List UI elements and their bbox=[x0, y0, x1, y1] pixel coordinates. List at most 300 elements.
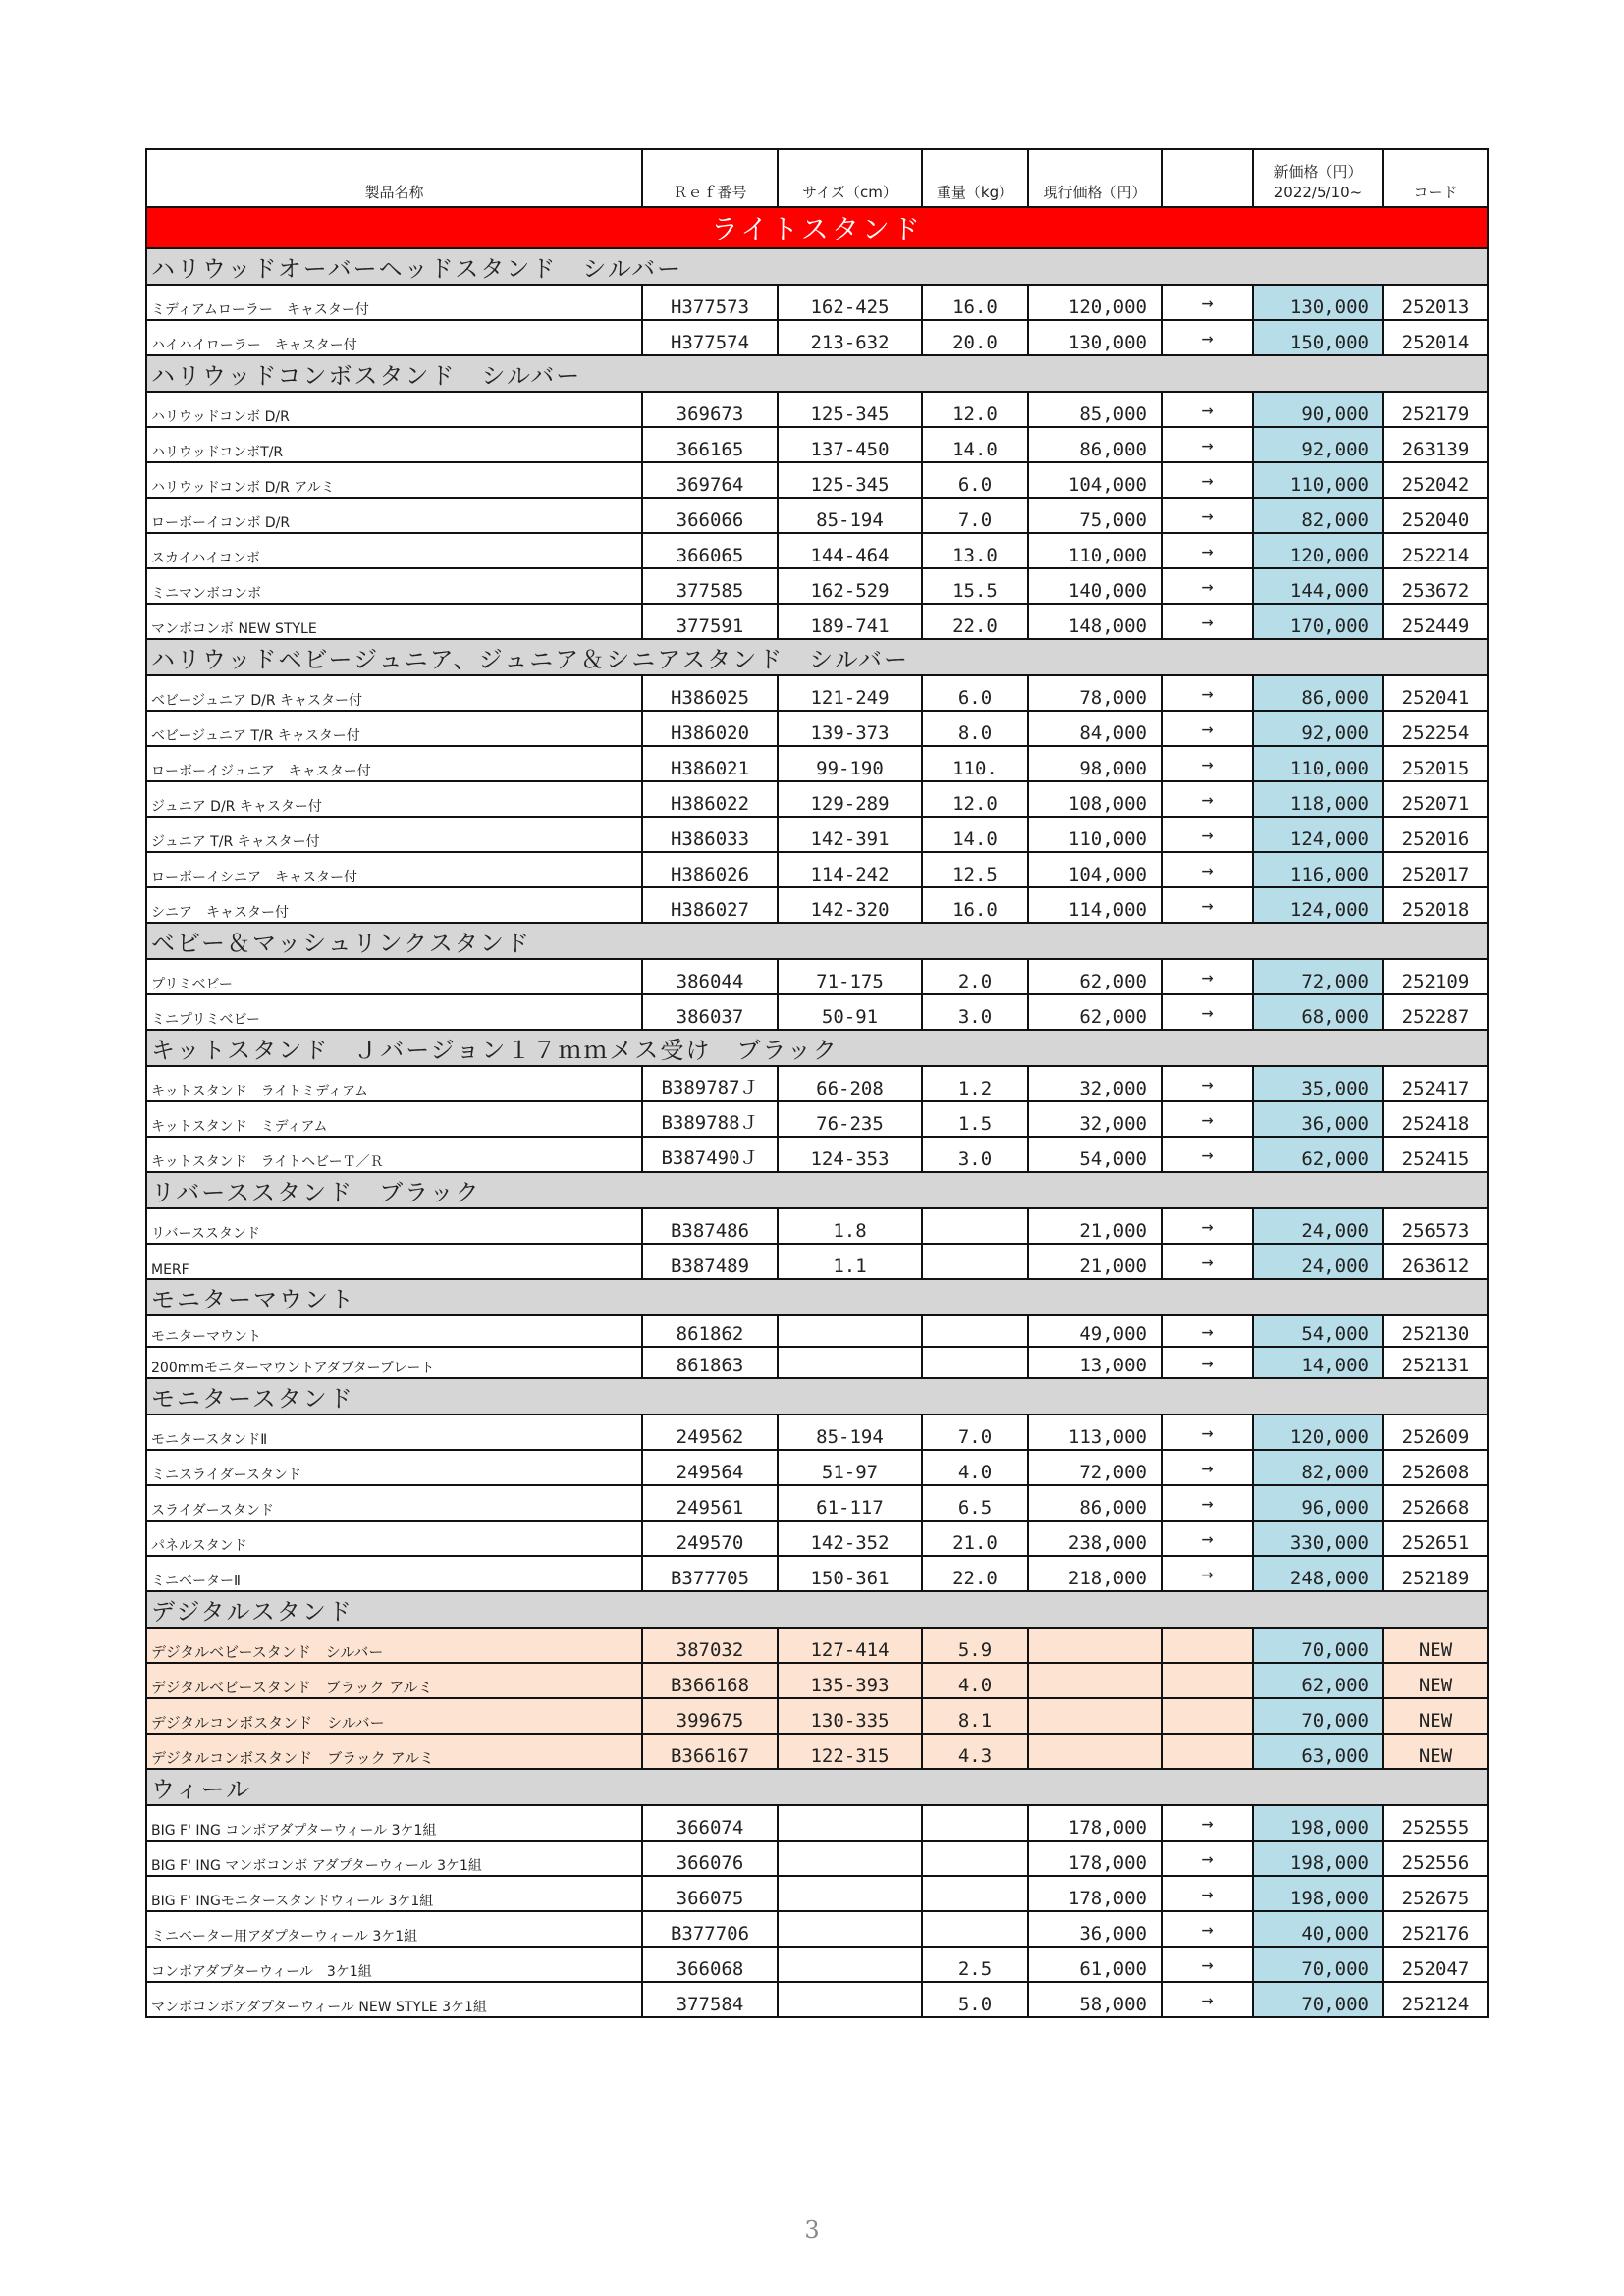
product-name-cell: ベビージュニア T/R キャスター付 bbox=[146, 711, 642, 746]
ref-number-cell: H377573 bbox=[642, 285, 778, 320]
arrow-cell: → bbox=[1162, 746, 1253, 781]
current-price-cell bbox=[1028, 1628, 1162, 1663]
table-row bbox=[146, 1066, 1488, 1101]
arrow-cell: → bbox=[1162, 604, 1253, 639]
table-row bbox=[146, 887, 1488, 923]
new-price-cell: 120,000 bbox=[1253, 533, 1383, 568]
current-price-cell: 130,000 bbox=[1028, 320, 1162, 355]
product-code-cell: 252287 bbox=[1383, 994, 1488, 1030]
ref-number-cell: B389788Ｊ bbox=[642, 1101, 778, 1137]
product-code-cell: NEW bbox=[1383, 1663, 1488, 1698]
product-code-cell: 252675 bbox=[1383, 1876, 1488, 1911]
weight-cell: 1.2 bbox=[922, 1066, 1028, 1101]
ref-number-cell: H386027 bbox=[642, 887, 778, 923]
weight-cell: 21.0 bbox=[922, 1521, 1028, 1556]
ref-number-cell: 399675 bbox=[642, 1698, 778, 1734]
size-cell: 122-315 bbox=[778, 1734, 922, 1769]
product-name-cell: ジュニア T/R キャスター付 bbox=[146, 817, 642, 852]
product-code-cell: 252668 bbox=[1383, 1485, 1488, 1521]
product-code-cell: 252555 bbox=[1383, 1805, 1488, 1841]
weight-cell: 7.0 bbox=[922, 498, 1028, 533]
product-code-cell: 252417 bbox=[1383, 1066, 1488, 1101]
product-name-cell: デジタルコンボスタンド ブラック アルミ bbox=[146, 1734, 642, 1769]
current-price-cell: 108,000 bbox=[1028, 781, 1162, 817]
size-cell: 213-632 bbox=[778, 320, 922, 355]
product-code-cell: 263139 bbox=[1383, 427, 1488, 462]
weight-cell bbox=[922, 1347, 1028, 1378]
product-code-cell: 252131 bbox=[1383, 1347, 1488, 1378]
product-code-cell: 252609 bbox=[1383, 1415, 1488, 1450]
header-row bbox=[146, 149, 1488, 207]
table-row bbox=[146, 994, 1488, 1030]
arrow-cell: → bbox=[1162, 568, 1253, 604]
product-name-cell: ベビージュニア D/R キャスター付 bbox=[146, 675, 642, 711]
arrow-cell: → bbox=[1162, 1521, 1253, 1556]
new-price-cell: 24,000 bbox=[1253, 1244, 1383, 1279]
size-cell: 162-425 bbox=[778, 285, 922, 320]
current-price-cell: 110,000 bbox=[1028, 533, 1162, 568]
size-cell: 144-464 bbox=[778, 533, 922, 568]
new-price-cell: 40,000 bbox=[1253, 1911, 1383, 1947]
size-cell: 130-335 bbox=[778, 1698, 922, 1734]
size-cell bbox=[778, 1876, 922, 1911]
ref-number-cell: B377706 bbox=[642, 1911, 778, 1947]
ref-number-cell: H386025 bbox=[642, 675, 778, 711]
product-name-cell: デジタルベビースタンド シルバー bbox=[146, 1628, 642, 1663]
ref-number-cell: 386044 bbox=[642, 959, 778, 994]
size-cell: 114-242 bbox=[778, 852, 922, 887]
product-code-cell: 252109 bbox=[1383, 959, 1488, 994]
table-row bbox=[146, 711, 1488, 746]
product-code-cell: 252047 bbox=[1383, 1947, 1488, 1982]
size-cell: 50-91 bbox=[778, 994, 922, 1030]
product-code-cell: 252176 bbox=[1383, 1911, 1488, 1947]
arrow-cell: → bbox=[1162, 1556, 1253, 1591]
ref-number-cell: 386037 bbox=[642, 994, 778, 1030]
product-name-cell: キットスタンド ライトミディアム bbox=[146, 1066, 642, 1101]
product-code-cell: 252015 bbox=[1383, 746, 1488, 781]
current-price-cell: 78,000 bbox=[1028, 675, 1162, 711]
product-name-cell: モニタースタンドⅡ bbox=[146, 1415, 642, 1450]
product-code-cell: 256573 bbox=[1383, 1208, 1488, 1244]
ref-number-cell: B366167 bbox=[642, 1734, 778, 1769]
ref-number-cell: 377584 bbox=[642, 1982, 778, 2017]
arrow-cell: → bbox=[1162, 1911, 1253, 1947]
product-code-cell: 252018 bbox=[1383, 887, 1488, 923]
current-price-cell: 114,000 bbox=[1028, 887, 1162, 923]
current-price-cell: 98,000 bbox=[1028, 746, 1162, 781]
table-row bbox=[146, 781, 1488, 817]
table-row bbox=[146, 1101, 1488, 1137]
size-cell: 150-361 bbox=[778, 1556, 922, 1591]
current-price-cell: 62,000 bbox=[1028, 959, 1162, 994]
arrow-cell: → bbox=[1162, 852, 1253, 887]
table-row bbox=[146, 392, 1488, 427]
ref-number-cell: 366065 bbox=[642, 533, 778, 568]
weight-cell bbox=[922, 1911, 1028, 1947]
arrow-cell: → bbox=[1162, 427, 1253, 462]
table-row bbox=[146, 1450, 1488, 1485]
product-name-cell: BIG F' ING マンボコンボ アダプターウィール 3ケ1組 bbox=[146, 1841, 642, 1876]
ref-number-cell: B366168 bbox=[642, 1663, 778, 1698]
size-cell: 137-450 bbox=[778, 427, 922, 462]
arrow-cell: → bbox=[1162, 462, 1253, 498]
arrow-cell: → bbox=[1162, 1101, 1253, 1137]
table-row bbox=[146, 817, 1488, 852]
new-price-cell: 116,000 bbox=[1253, 852, 1383, 887]
weight-cell: 8.1 bbox=[922, 1698, 1028, 1734]
weight-cell: 12.0 bbox=[922, 781, 1028, 817]
table-row bbox=[146, 1698, 1488, 1734]
ref-number-cell: B389787Ｊ bbox=[642, 1066, 778, 1101]
current-price-cell: 85,000 bbox=[1028, 392, 1162, 427]
weight-cell: 5.0 bbox=[922, 1982, 1028, 2017]
table-row bbox=[146, 1347, 1488, 1378]
ref-number-cell: 366074 bbox=[642, 1805, 778, 1841]
weight-cell: 6.5 bbox=[922, 1485, 1028, 1521]
header-code: コード bbox=[1383, 149, 1488, 207]
ref-number-cell: 249570 bbox=[642, 1521, 778, 1556]
size-cell: 142-320 bbox=[778, 887, 922, 923]
size-cell bbox=[778, 1841, 922, 1876]
weight-cell: 8.0 bbox=[922, 711, 1028, 746]
product-code-cell: 252124 bbox=[1383, 1982, 1488, 2017]
weight-cell: 7.0 bbox=[922, 1415, 1028, 1450]
weight-cell bbox=[922, 1208, 1028, 1244]
ref-number-cell: H386026 bbox=[642, 852, 778, 887]
table-row bbox=[146, 959, 1488, 994]
weight-cell: 20.0 bbox=[922, 320, 1028, 355]
product-name-cell: ハリウッドコンボ D/R bbox=[146, 392, 642, 427]
new-price-cell: 150,000 bbox=[1253, 320, 1383, 355]
product-code-cell: 252214 bbox=[1383, 533, 1488, 568]
arrow-cell: → bbox=[1162, 1315, 1253, 1347]
table-row bbox=[146, 1244, 1488, 1279]
current-price-cell bbox=[1028, 1734, 1162, 1769]
section-title: デジタルスタンド bbox=[146, 1591, 1488, 1628]
product-name-cell: ミニベーター用アダプターウィール 3ケ1組 bbox=[146, 1911, 642, 1947]
ref-number-cell: 249562 bbox=[642, 1415, 778, 1450]
size-cell bbox=[778, 1315, 922, 1347]
arrow-cell: → bbox=[1162, 1137, 1253, 1172]
new-price-cell: 70,000 bbox=[1253, 1982, 1383, 2017]
size-cell: 61-117 bbox=[778, 1485, 922, 1521]
arrow-cell: → bbox=[1162, 959, 1253, 994]
new-price-cell: 198,000 bbox=[1253, 1841, 1383, 1876]
size-cell: 162-529 bbox=[778, 568, 922, 604]
table-row bbox=[146, 568, 1488, 604]
product-name-cell: BIG F' ING コンボアダプターウィール 3ケ1組 bbox=[146, 1805, 642, 1841]
ref-number-cell: B387486 bbox=[642, 1208, 778, 1244]
new-price-cell: 124,000 bbox=[1253, 887, 1383, 923]
current-price-cell: 75,000 bbox=[1028, 498, 1162, 533]
product-code-cell: 252014 bbox=[1383, 320, 1488, 355]
product-name-cell: ミニスライダースタンド bbox=[146, 1450, 642, 1485]
size-cell: 76-235 bbox=[778, 1101, 922, 1137]
table-row bbox=[146, 1982, 1488, 2017]
product-name-cell: MERF bbox=[146, 1244, 642, 1279]
table-row bbox=[146, 604, 1488, 639]
new-price-cell: 96,000 bbox=[1253, 1485, 1383, 1521]
new-price-cell: 248,000 bbox=[1253, 1556, 1383, 1591]
header-new-price-line2: 2022/5/10~ bbox=[1273, 184, 1363, 201]
table-row bbox=[146, 1628, 1488, 1663]
product-name-cell: スカイハイコンボ bbox=[146, 533, 642, 568]
new-price-cell: 118,000 bbox=[1253, 781, 1383, 817]
size-cell: 51-97 bbox=[778, 1450, 922, 1485]
size-cell: 1.8 bbox=[778, 1208, 922, 1244]
product-name-cell: スライダースタンド bbox=[146, 1485, 642, 1521]
current-price-cell: 120,000 bbox=[1028, 285, 1162, 320]
product-code-cell: 252418 bbox=[1383, 1101, 1488, 1137]
ref-number-cell: 366076 bbox=[642, 1841, 778, 1876]
current-price-cell: 110,000 bbox=[1028, 817, 1162, 852]
weight-cell: 3.0 bbox=[922, 1137, 1028, 1172]
table-row bbox=[146, 1841, 1488, 1876]
product-name-cell: モニターマウント bbox=[146, 1315, 642, 1347]
new-price-cell: 35,000 bbox=[1253, 1066, 1383, 1101]
size-cell bbox=[778, 1347, 922, 1378]
weight-cell: 2.5 bbox=[922, 1947, 1028, 1982]
new-price-cell: 86,000 bbox=[1253, 675, 1383, 711]
ref-number-cell: 861862 bbox=[642, 1315, 778, 1347]
arrow-cell: → bbox=[1162, 994, 1253, 1030]
new-price-cell: 120,000 bbox=[1253, 1415, 1383, 1450]
product-code-cell: 252556 bbox=[1383, 1841, 1488, 1876]
new-price-cell: 70,000 bbox=[1253, 1698, 1383, 1734]
header-arrow bbox=[1162, 149, 1253, 207]
arrow-cell: → bbox=[1162, 1450, 1253, 1485]
current-price-cell: 178,000 bbox=[1028, 1841, 1162, 1876]
header-new-price bbox=[1253, 149, 1383, 207]
header-current-price: 現行価格（円） bbox=[1028, 149, 1162, 207]
ref-number-cell: 366068 bbox=[642, 1947, 778, 1982]
current-price-cell: 218,000 bbox=[1028, 1556, 1162, 1591]
ref-number-cell: H386021 bbox=[642, 746, 778, 781]
size-cell: 125-345 bbox=[778, 462, 922, 498]
size-cell: 71-175 bbox=[778, 959, 922, 994]
current-price-cell: 86,000 bbox=[1028, 427, 1162, 462]
product-name-cell: パネルスタンド bbox=[146, 1521, 642, 1556]
section-header-row bbox=[146, 639, 1488, 675]
product-code-cell: 252042 bbox=[1383, 462, 1488, 498]
arrow-cell: → bbox=[1162, 1066, 1253, 1101]
arrow-cell: → bbox=[1162, 1415, 1253, 1450]
current-price-cell bbox=[1028, 1698, 1162, 1734]
weight-cell: 12.0 bbox=[922, 392, 1028, 427]
current-price-cell: 32,000 bbox=[1028, 1066, 1162, 1101]
weight-cell: 22.0 bbox=[922, 604, 1028, 639]
new-price-cell: 90,000 bbox=[1253, 392, 1383, 427]
arrow-cell bbox=[1162, 1663, 1253, 1698]
size-cell bbox=[778, 1982, 922, 2017]
size-cell: 129-289 bbox=[778, 781, 922, 817]
new-price-cell: 63,000 bbox=[1253, 1734, 1383, 1769]
ref-number-cell: 249561 bbox=[642, 1485, 778, 1521]
new-price-cell: 110,000 bbox=[1253, 746, 1383, 781]
arrow-cell: → bbox=[1162, 1876, 1253, 1911]
arrow-cell: → bbox=[1162, 887, 1253, 923]
product-name-cell: デジタルベビースタンド ブラック アルミ bbox=[146, 1663, 642, 1698]
product-code-cell: 252040 bbox=[1383, 498, 1488, 533]
section-title: モニターマウント bbox=[146, 1279, 1488, 1315]
size-cell: 139-373 bbox=[778, 711, 922, 746]
table-row bbox=[146, 1415, 1488, 1450]
size-cell: 66-208 bbox=[778, 1066, 922, 1101]
table-row bbox=[146, 1485, 1488, 1521]
ref-number-cell: 377591 bbox=[642, 604, 778, 639]
size-cell: 121-249 bbox=[778, 675, 922, 711]
ref-number-cell: H386020 bbox=[642, 711, 778, 746]
size-cell: 135-393 bbox=[778, 1663, 922, 1698]
new-price-cell: 14,000 bbox=[1253, 1347, 1383, 1378]
ref-number-cell: B377705 bbox=[642, 1556, 778, 1591]
product-name-cell: リバーススタンド bbox=[146, 1208, 642, 1244]
new-price-cell: 72,000 bbox=[1253, 959, 1383, 994]
product-name-cell: マンボコンボ NEW STYLE bbox=[146, 604, 642, 639]
product-code-cell: 252041 bbox=[1383, 675, 1488, 711]
table-row bbox=[146, 1663, 1488, 1698]
current-price-cell: 148,000 bbox=[1028, 604, 1162, 639]
product-code-cell: NEW bbox=[1383, 1734, 1488, 1769]
weight-cell: 22.0 bbox=[922, 1556, 1028, 1591]
product-code-cell: 252608 bbox=[1383, 1450, 1488, 1485]
new-price-cell: 24,000 bbox=[1253, 1208, 1383, 1244]
new-price-cell: 110,000 bbox=[1253, 462, 1383, 498]
weight-cell bbox=[922, 1244, 1028, 1279]
weight-cell bbox=[922, 1876, 1028, 1911]
arrow-cell: → bbox=[1162, 711, 1253, 746]
new-price-cell: 70,000 bbox=[1253, 1628, 1383, 1663]
weight-cell: 4.0 bbox=[922, 1663, 1028, 1698]
weight-cell: 14.0 bbox=[922, 427, 1028, 462]
category-title: ライトスタンド bbox=[146, 207, 1488, 248]
product-name-cell: ローボーイコンボ D/R bbox=[146, 498, 642, 533]
size-cell bbox=[778, 1947, 922, 1982]
new-price-cell: 70,000 bbox=[1253, 1947, 1383, 1982]
size-cell: 189-741 bbox=[778, 604, 922, 639]
product-name-cell: ハリウッドコンボT/R bbox=[146, 427, 642, 462]
size-cell: 85-194 bbox=[778, 1415, 922, 1450]
current-price-cell: 178,000 bbox=[1028, 1805, 1162, 1841]
arrow-cell: → bbox=[1162, 320, 1253, 355]
new-price-cell: 92,000 bbox=[1253, 711, 1383, 746]
weight-cell: 12.5 bbox=[922, 852, 1028, 887]
arrow-cell: → bbox=[1162, 1244, 1253, 1279]
size-cell: 1.1 bbox=[778, 1244, 922, 1279]
table-row bbox=[146, 1208, 1488, 1244]
new-price-cell: 198,000 bbox=[1253, 1805, 1383, 1841]
ref-number-cell: 366165 bbox=[642, 427, 778, 462]
arrow-cell: → bbox=[1162, 675, 1253, 711]
weight-cell: 1.5 bbox=[922, 1101, 1028, 1137]
ref-number-cell: B387489 bbox=[642, 1244, 778, 1279]
arrow-cell: → bbox=[1162, 392, 1253, 427]
section-header-row bbox=[146, 1378, 1488, 1415]
product-code-cell: 252651 bbox=[1383, 1521, 1488, 1556]
product-name-cell: ミディアムローラー キャスター付 bbox=[146, 285, 642, 320]
weight-cell: 16.0 bbox=[922, 887, 1028, 923]
ref-number-cell: 387032 bbox=[642, 1628, 778, 1663]
product-name-cell: マンボコンボアダプターウィール NEW STYLE 3ケ1組 bbox=[146, 1982, 642, 2017]
product-name-cell: ミニベーターⅡ bbox=[146, 1556, 642, 1591]
new-price-cell: 198,000 bbox=[1253, 1876, 1383, 1911]
section-header-row bbox=[146, 248, 1488, 285]
product-name-cell: ハリウッドコンボ D/R アルミ bbox=[146, 462, 642, 498]
page-number: 3 bbox=[804, 2216, 820, 2244]
section-header-row bbox=[146, 1172, 1488, 1208]
arrow-cell: → bbox=[1162, 781, 1253, 817]
current-price-cell: 49,000 bbox=[1028, 1315, 1162, 1347]
new-price-cell: 144,000 bbox=[1253, 568, 1383, 604]
ref-number-cell: 366075 bbox=[642, 1876, 778, 1911]
arrow-cell: → bbox=[1162, 1947, 1253, 1982]
product-name-cell: BIG F' INGモニタースタンドウィール 3ケ1組 bbox=[146, 1876, 642, 1911]
weight-cell: 6.0 bbox=[922, 462, 1028, 498]
section-header-row bbox=[146, 355, 1488, 392]
ref-number-cell: 366066 bbox=[642, 498, 778, 533]
current-price-cell: 178,000 bbox=[1028, 1876, 1162, 1911]
arrow-cell: → bbox=[1162, 533, 1253, 568]
header-weight: 重量（kg） bbox=[922, 149, 1028, 207]
header-new-price-line1: 新価格（円） bbox=[1273, 163, 1363, 181]
table-row bbox=[146, 1911, 1488, 1947]
section-title: ハリウッドオーバーヘッドスタンド シルバー bbox=[146, 248, 1488, 285]
section-title: ウィール bbox=[146, 1769, 1488, 1805]
current-price-cell: 72,000 bbox=[1028, 1450, 1162, 1485]
current-price-cell: 140,000 bbox=[1028, 568, 1162, 604]
section-title: リバーススタンド ブラック bbox=[146, 1172, 1488, 1208]
size-cell: 142-391 bbox=[778, 817, 922, 852]
ref-number-cell: H377574 bbox=[642, 320, 778, 355]
product-code-cell: 252017 bbox=[1383, 852, 1488, 887]
section-title: ベビー＆マッシュリンクスタンド bbox=[146, 923, 1488, 959]
product-code-cell: 252449 bbox=[1383, 604, 1488, 639]
current-price-cell: 13,000 bbox=[1028, 1347, 1162, 1378]
table-row bbox=[146, 1556, 1488, 1591]
section-header-row bbox=[146, 1769, 1488, 1805]
ref-number-cell: 377585 bbox=[642, 568, 778, 604]
table-row bbox=[146, 285, 1488, 320]
product-name-cell: ミニプリミベビー bbox=[146, 994, 642, 1030]
section-title: キットスタンド Ｊバージョン１７ｍｍメス受け ブラック bbox=[146, 1030, 1488, 1066]
arrow-cell: → bbox=[1162, 1982, 1253, 2017]
product-code-cell: 252189 bbox=[1383, 1556, 1488, 1591]
product-name-cell: ローボーイシニア キャスター付 bbox=[146, 852, 642, 887]
weight-cell bbox=[922, 1315, 1028, 1347]
product-name-cell: ジュニア D/R キャスター付 bbox=[146, 781, 642, 817]
weight-cell bbox=[922, 1841, 1028, 1876]
table-row bbox=[146, 1876, 1488, 1911]
weight-cell: 14.0 bbox=[922, 817, 1028, 852]
current-price-cell bbox=[1028, 1663, 1162, 1698]
arrow-cell: → bbox=[1162, 498, 1253, 533]
weight-cell: 4.3 bbox=[922, 1734, 1028, 1769]
section-title: ハリウッドコンボスタンド シルバー bbox=[146, 355, 1488, 392]
weight-cell: 16.0 bbox=[922, 285, 1028, 320]
weight-cell: 3.0 bbox=[922, 994, 1028, 1030]
arrow-cell: → bbox=[1162, 1805, 1253, 1841]
table-row bbox=[146, 320, 1488, 355]
product-code-cell: 252179 bbox=[1383, 392, 1488, 427]
product-name-cell: ミニマンボコンボ bbox=[146, 568, 642, 604]
product-code-cell: 252415 bbox=[1383, 1137, 1488, 1172]
section-header-row bbox=[146, 923, 1488, 959]
ref-number-cell: H386033 bbox=[642, 817, 778, 852]
table-row bbox=[146, 1521, 1488, 1556]
section-header-row bbox=[146, 1279, 1488, 1315]
header-name: 製品名称 bbox=[146, 149, 642, 207]
